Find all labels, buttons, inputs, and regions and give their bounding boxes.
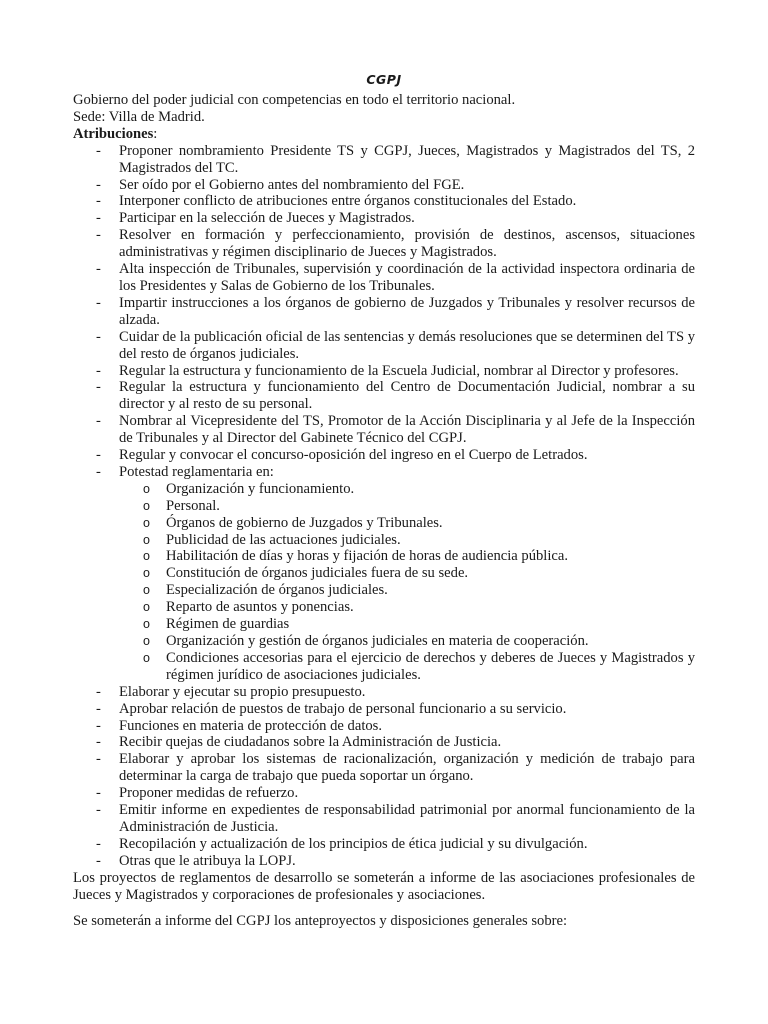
circle-bullet: o xyxy=(143,549,150,564)
list-item xyxy=(73,684,695,701)
list-item-text: Regular la estructura y funcionamiento del Centro de Documentación Judicial, nombrar a su director y al resto de su personal. xyxy=(119,379,695,413)
atribuciones-heading xyxy=(73,126,695,143)
sublist-item-text: Habilitación de días y horas y fijación de horas de audiencia pública. xyxy=(166,548,568,565)
sublist-item-text: Condiciones accesorias para el ejercicio de derechos y deberes de Jueces y Magistrados y régimen jurídico de asociaciones judiciales. xyxy=(166,649,695,683)
sublist-item-text: Publicidad de las actuaciones judiciales. xyxy=(166,531,401,548)
dash-bullet: - xyxy=(96,379,101,396)
list-item xyxy=(73,379,695,413)
list-item-potestad xyxy=(73,464,695,684)
sublist-item-text: Personal. xyxy=(166,497,220,514)
list-item xyxy=(73,836,695,853)
dash-bullet: - xyxy=(96,227,101,244)
dash-bullet: - xyxy=(96,193,101,210)
list-item xyxy=(73,853,695,870)
list-item-text: Cuidar de la publicación oficial de las sentencias y demás resoluciones que se determinen del TS y del resto de órganos judiciales. xyxy=(119,328,696,362)
dash-bullet: - xyxy=(96,176,101,193)
list-item xyxy=(73,802,695,836)
list-item xyxy=(73,447,695,464)
dash-bullet: - xyxy=(96,362,101,379)
list-item-text: Emitir informe en expedientes de responsabilidad patrimonial por anormal funcionamiento de la Administración de Justicia. xyxy=(119,802,695,835)
sublist-item xyxy=(119,532,695,549)
dash-bullet: - xyxy=(96,734,101,751)
dash-bullet: - xyxy=(96,142,101,159)
sublist-item-text: Órganos de gobierno de Juzgados y Tribunales. xyxy=(166,514,443,531)
list-item xyxy=(73,751,695,785)
circle-bullet: o xyxy=(143,617,150,632)
intro-line: Gobierno del poder judicial con competencias en todo el territorio nacional. xyxy=(73,92,516,108)
list-item xyxy=(73,177,695,194)
circle-bullet: o xyxy=(143,634,150,648)
list-item-text: Interponer conflicto de atribuciones entre órganos constitucionales del Estado. xyxy=(119,193,577,210)
sublist-item xyxy=(119,582,695,599)
circle-bullet: o xyxy=(143,650,150,665)
dash-bullet: - xyxy=(96,683,101,700)
sublist-item xyxy=(119,616,695,633)
list-item xyxy=(73,718,695,735)
atribuciones-label: Atribuciones xyxy=(73,125,154,142)
list-item-text: Regular la estructura y funcionamiento de la Escuela Judicial, nombrar al Director y profesores. xyxy=(119,362,679,379)
list-item xyxy=(73,261,695,295)
list-item-text: Regular y convocar el concurso-oposición del ingreso en el Cuerpo de Letrados. xyxy=(119,447,588,464)
sublist-item xyxy=(119,515,695,532)
list-item-text: Elaborar y ejecutar su propio presupuesto. xyxy=(119,683,366,700)
closing-paragraph: Los proyectos de reglamentos de desarrollo se someterán a informe de las asociaciones profesionales de Jueces y Magistrados y corporaciones de profesionales y asociaciones. xyxy=(73,869,695,903)
dash-bullet: - xyxy=(96,852,101,869)
sublist-item xyxy=(119,633,695,650)
dash-bullet: - xyxy=(96,294,101,311)
list-item-text: Funciones en materia de protección de datos. xyxy=(119,717,383,734)
sublist-item-text: Régimen de guardias xyxy=(166,616,290,633)
list-item xyxy=(73,295,695,329)
list-item xyxy=(73,329,695,363)
sublist-item xyxy=(119,565,695,582)
dash-bullet: - xyxy=(96,700,101,717)
list-item-text: Proponer medidas de refuerzo. xyxy=(119,785,299,802)
circle-bullet: o xyxy=(143,566,150,581)
dash-bullet: - xyxy=(96,751,101,768)
list-item-text: Elaborar y aprobar los sistemas de racionalización, organización y medición de trabajo para determinar la carga de trabajo que pueda soportar un órgano. xyxy=(119,751,695,785)
list-item-text: Aprobar relación de puestos de trabajo de personal funcionario a su servicio. xyxy=(119,700,567,717)
list-item xyxy=(73,210,695,227)
list-item xyxy=(73,785,695,802)
circle-bullet: o xyxy=(143,583,150,598)
circle-bullet: o xyxy=(143,600,150,615)
sublist-item-text: Especialización de órganos judiciales. xyxy=(166,582,388,599)
dash-bullet: - xyxy=(96,463,101,480)
list-item-text: Potestad reglamentaria en: xyxy=(119,463,274,480)
dash-bullet: - xyxy=(96,717,101,734)
list-item-text: Alta inspección de Tribunales, supervisión y coordinación de la actividad inspectora ordinaria de los Presidentes y Salas de Gobierno de los Tribunales. xyxy=(119,261,695,294)
circle-bullet: o xyxy=(143,498,150,513)
sublist-item-text: Reparto de asuntos y ponencias. xyxy=(166,599,354,616)
list-item-text: Otras que le atribuya la LOPJ. xyxy=(119,852,296,869)
dash-bullet: - xyxy=(96,328,101,345)
sublist-item-text: Organización y funcionamiento. xyxy=(166,480,355,497)
list-item-text: Participar en la selección de Jueces y Magistrados. xyxy=(119,210,415,227)
dash-bullet: - xyxy=(96,261,101,278)
dash-bullet: - xyxy=(96,447,101,464)
list-item-text: Ser oído por el Gobierno antes del nombramiento del FGE. xyxy=(119,176,465,193)
circle-bullet: o xyxy=(143,515,150,530)
list-item-text: Recibir quejas de ciudadanos sobre la Administración de Justicia. xyxy=(119,734,502,751)
list-item xyxy=(73,413,695,447)
atribuciones-list xyxy=(73,143,695,870)
closing-paragraph: Se someterán a informe del CGPJ los anteproyectos y disposiciones generales sobre: xyxy=(73,912,568,929)
sublist-item xyxy=(119,481,695,498)
circle-bullet: o xyxy=(143,532,150,547)
list-item xyxy=(73,363,695,380)
dash-bullet: - xyxy=(96,413,101,430)
dash-bullet: - xyxy=(96,785,101,802)
list-item-text: Recopilación y actualización de los principios de ética judicial y su divulgación. xyxy=(119,835,588,852)
sublist-item xyxy=(119,650,695,684)
circle-bullet: o xyxy=(143,481,150,496)
list-item xyxy=(73,701,695,718)
list-item-text: Resolver en formación y perfeccionamiento, provisión de destinos, ascensos, situaciones administrativas y régimen disciplinario de Jueces y Magistrados. xyxy=(119,227,695,261)
atribuciones-colon: : xyxy=(153,125,158,142)
list-item xyxy=(73,227,695,261)
list-item xyxy=(73,734,695,751)
list-item-text: Impartir instrucciones a los órganos de gobierno de Juzgados y Tribunales y resolver recursos de alzada. xyxy=(119,294,695,328)
sublist-item xyxy=(119,548,695,565)
list-item xyxy=(73,193,695,210)
dash-bullet: - xyxy=(96,802,101,819)
sublist-item-text: Organización y gestión de órganos judiciales en materia de cooperación. xyxy=(166,633,589,649)
page-title: CGPJ xyxy=(366,72,402,87)
list-item-text: Nombrar al Vicepresidente del TS, Promotor de la Acción Disciplinaria y al Jefe de la Inspección de Tribunales y al Director del Gabinete Técnico del CGPJ. xyxy=(119,413,695,447)
dash-bullet: - xyxy=(96,210,101,227)
document-body xyxy=(73,73,695,929)
sublist-item-text: Constitución de órganos judiciales fuera de su sede. xyxy=(166,565,469,582)
sublist-item xyxy=(119,599,695,616)
list-item xyxy=(73,143,695,177)
list-item-text: Proponer nombramiento Presidente TS y CGPJ, Jueces, Magistrados y Magistrados del TS, 2 Magistrados del TC. xyxy=(119,142,695,176)
dash-bullet: - xyxy=(96,835,101,852)
sublist-item xyxy=(119,498,695,515)
potestad-sublist xyxy=(119,481,695,684)
intro-line: Sede: Villa de Madrid. xyxy=(73,108,205,125)
